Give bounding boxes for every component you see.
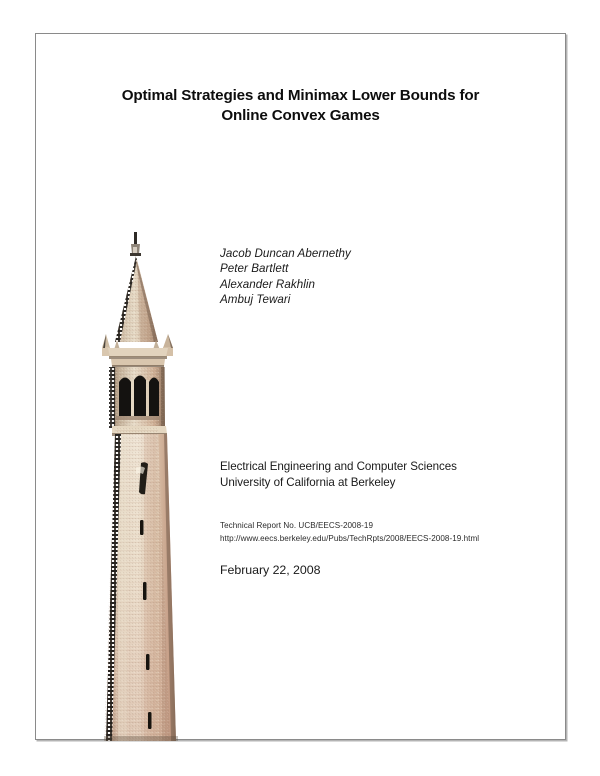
tower-spire — [112, 256, 162, 346]
title-line-1: Optimal Strategies and Minimax Lower Bounds for — [121, 87, 480, 104]
report-url[interactable]: http://www.eecs.berkeley.edu/Pubs/TechRpts/2008/EECS-2008-19.html — [220, 534, 480, 544]
belfry-openings — [119, 376, 159, 417]
report-number: Technical Report No. UCB/EECS-2008-19 — [220, 521, 374, 530]
tower-belfry — [108, 367, 168, 429]
author-name: Alexander Rakhlin — [220, 277, 315, 291]
title-line-2: Online Convex Games — [221, 107, 380, 124]
tower-shaft — [102, 428, 182, 741]
publication-date: February 22, 2008 — [220, 563, 321, 577]
author-list — [220, 246, 351, 308]
report-cover-page — [35, 33, 566, 740]
tower-upper-cornice — [108, 348, 168, 368]
author-name: Jacob Duncan Abernethy — [220, 247, 351, 260]
tower-base-shadow — [104, 736, 178, 741]
affiliation-block — [220, 459, 457, 490]
tower-finial-rod — [134, 232, 137, 244]
author-name: Peter Bartlett — [220, 262, 289, 276]
author-name: Ambuj Tewari — [220, 293, 291, 307]
affiliation-university: University of California at Berkeley — [220, 475, 396, 489]
page-title — [36, 86, 565, 126]
report-info-block — [220, 519, 479, 546]
affiliation-department: Electrical Engineering and Computer Sciences — [220, 460, 457, 473]
campanile-tower-illustration — [84, 230, 189, 741]
